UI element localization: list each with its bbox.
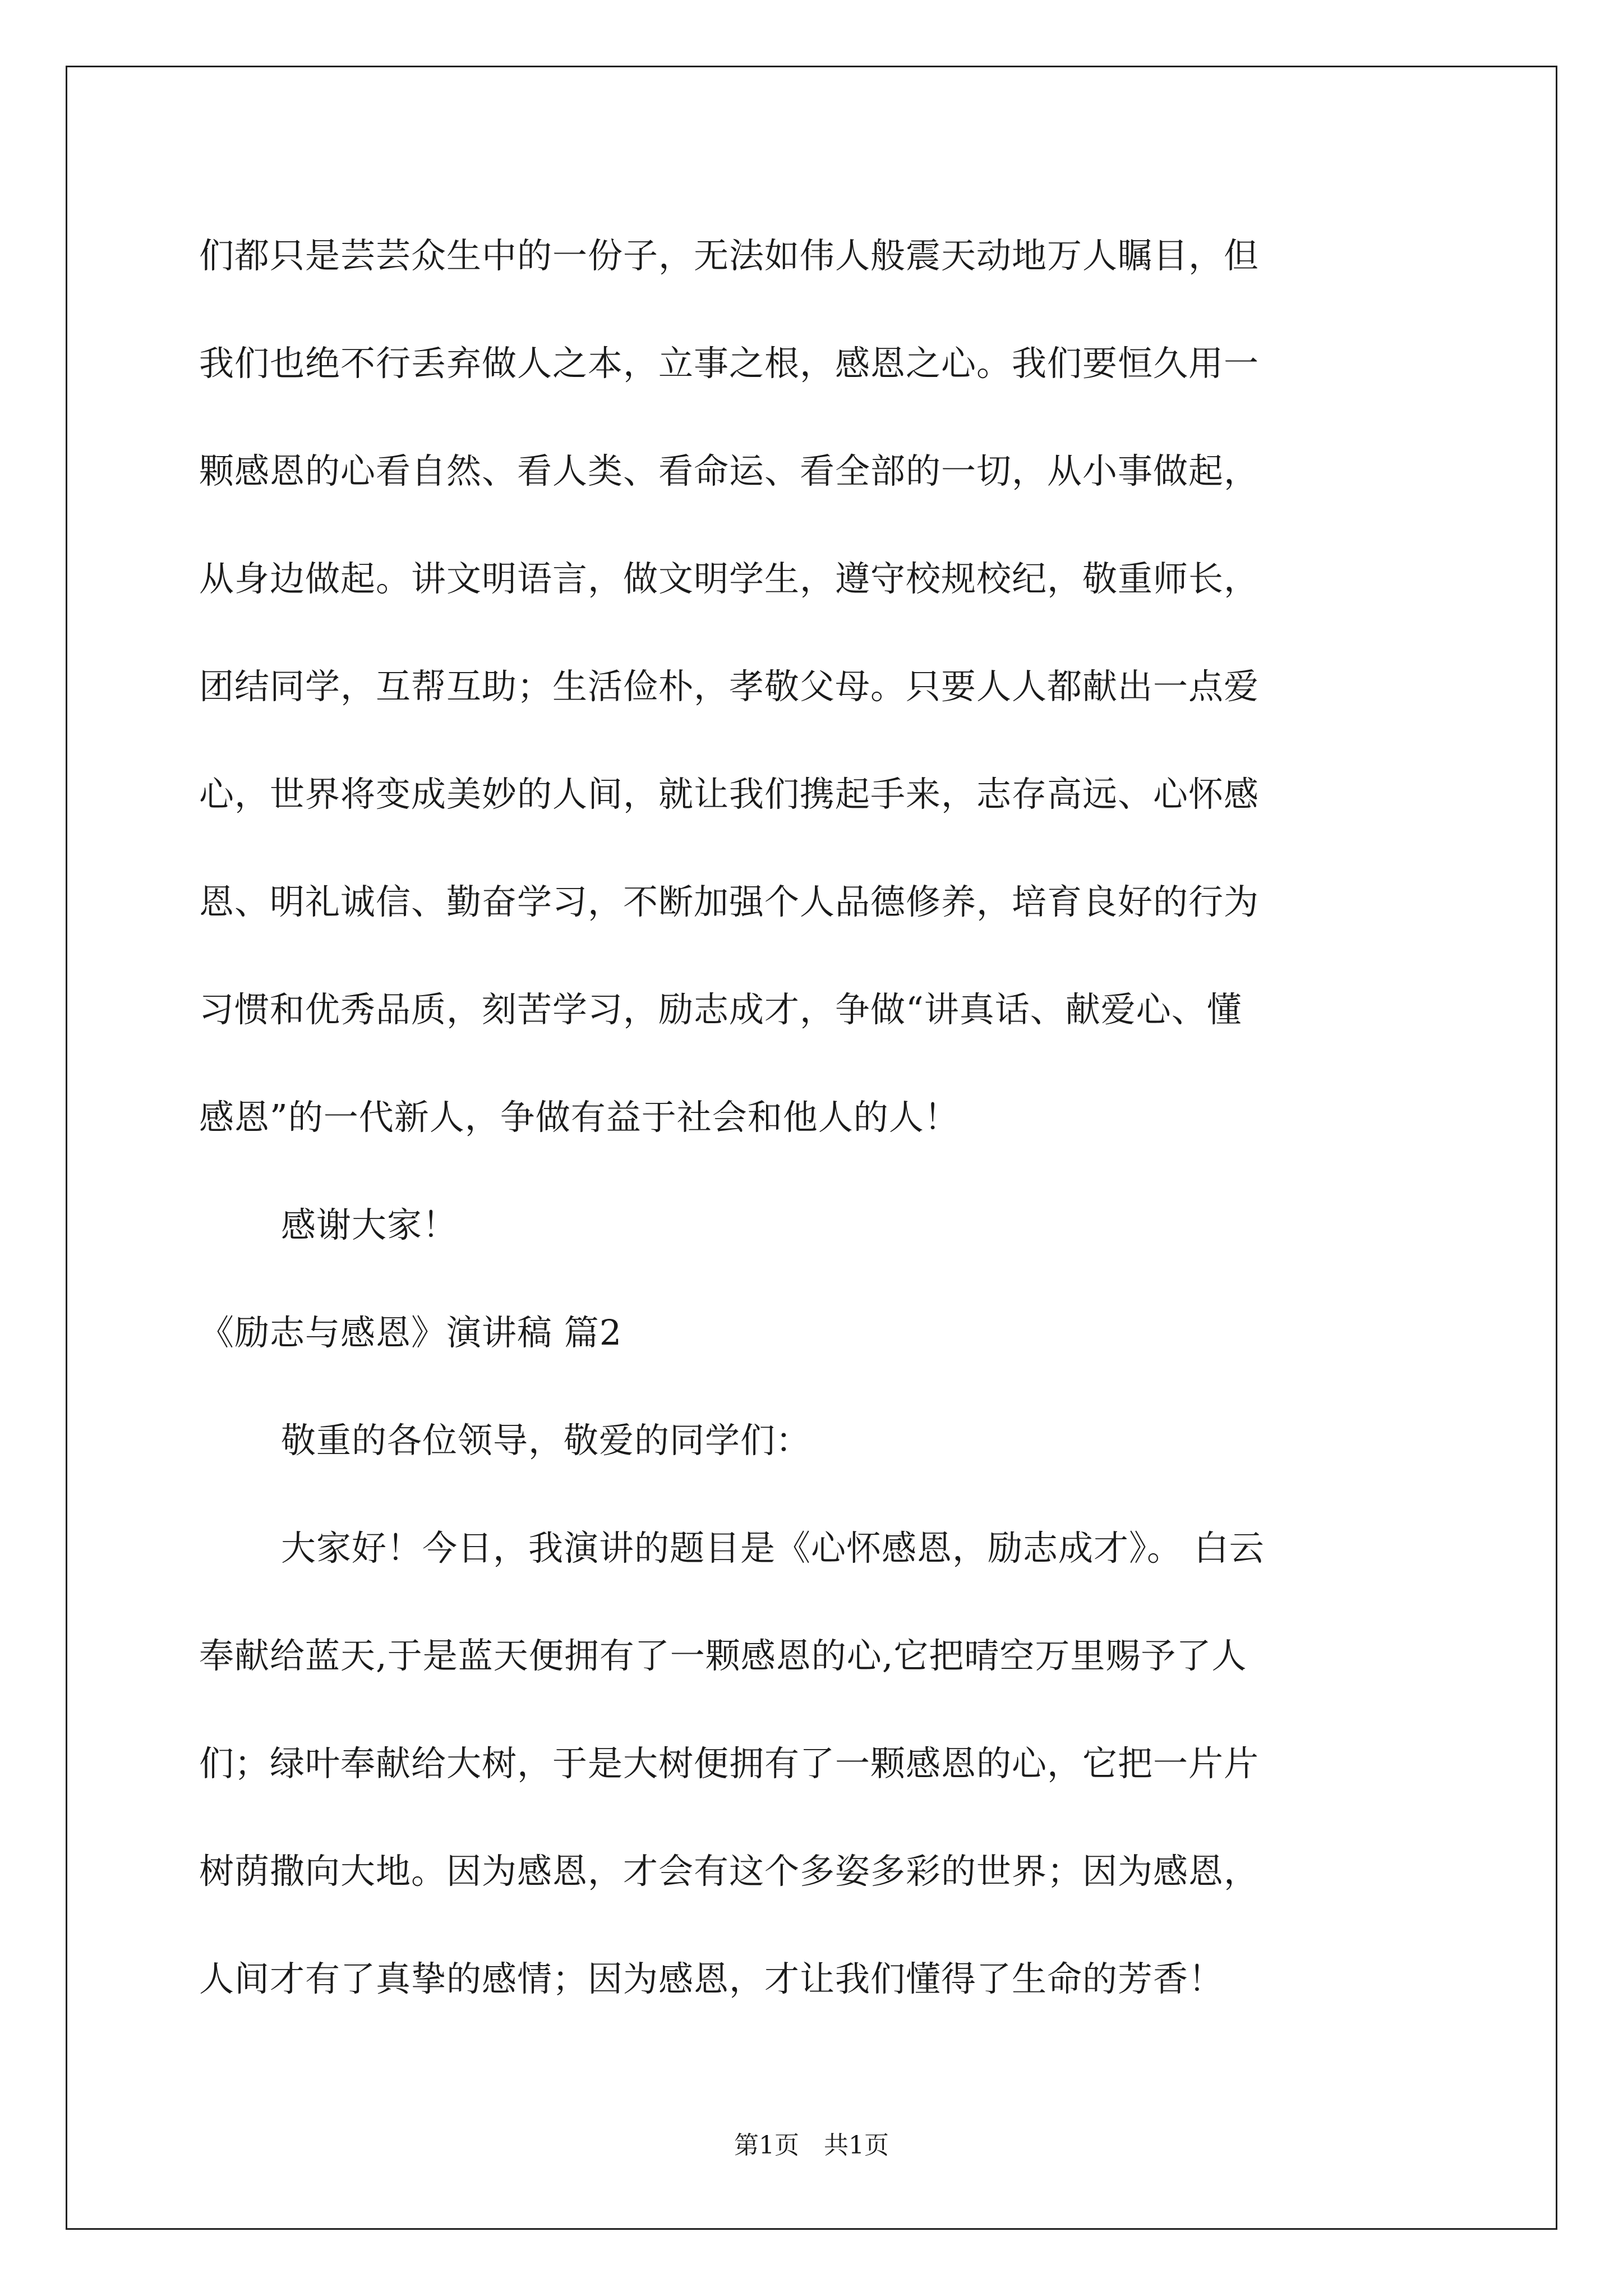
salutation: 敬重的各位领导，敬爱的同学们： bbox=[281, 1420, 811, 1461]
body-line: 我们也绝不行丢弃做人之本，立事之根，感恩之心。我们要恒久用一 bbox=[199, 343, 1260, 384]
page-footer: 第1页 共1页 bbox=[734, 2131, 889, 2160]
body-line: 人间才有了真挚的感情；因为感恩，才让我们懂得了生命的芳香！ bbox=[199, 1958, 1224, 1999]
body-line: 大家好！今日，我演讲的题目是《心怀感恩，励志成才》。 白云 bbox=[281, 1527, 1265, 1568]
body-line: 感恩”的一代新人，争做有益于社会和他人的人！ bbox=[199, 1097, 960, 1138]
body-line: 树荫撒向大地。因为感恩，才会有这个多姿多彩的世界；因为感恩， bbox=[199, 1851, 1260, 1892]
body-line: 习惯和优秀品质，刻苦学习，励志成才，争做“讲真话、献爱心、懂 bbox=[199, 989, 1242, 1030]
closing-thanks: 感谢大家！ bbox=[281, 1204, 458, 1245]
section-heading: 《励志与感恩》演讲稿 篇2 bbox=[199, 1312, 623, 1353]
body-line: 从身边做起。讲文明语言，做文明学生，遵守校规校纪，敬重师长， bbox=[199, 558, 1260, 599]
body-line: 奉献给蓝天,于是蓝天便拥有了一颗感恩的心,它把晴空万里赐予了人 bbox=[199, 1635, 1247, 1676]
body-line: 团结同学，互帮互助；生活俭朴，孝敬父母。只要人人都献出一点爱 bbox=[199, 666, 1260, 707]
document-body bbox=[199, 202, 1433, 2033]
body-line: 们都只是芸芸众生中的一份子，无法如伟人般震天动地万人瞩目，但 bbox=[199, 235, 1260, 276]
body-line: 颗感恩的心看自然、看人类、看命运、看全部的一切，从小事做起， bbox=[199, 450, 1260, 491]
body-line: 们；绿叶奉献给大树，于是大树便拥有了一颗感恩的心，它把一片片 bbox=[199, 1743, 1260, 1784]
body-line: 恩、明礼诚信、勤奋学习，不断加强个人品德修养，培育良好的行为 bbox=[199, 881, 1260, 922]
body-line: 心，世界将变成美妙的人间，就让我们携起手来，志存高远、心怀感 bbox=[199, 774, 1260, 815]
